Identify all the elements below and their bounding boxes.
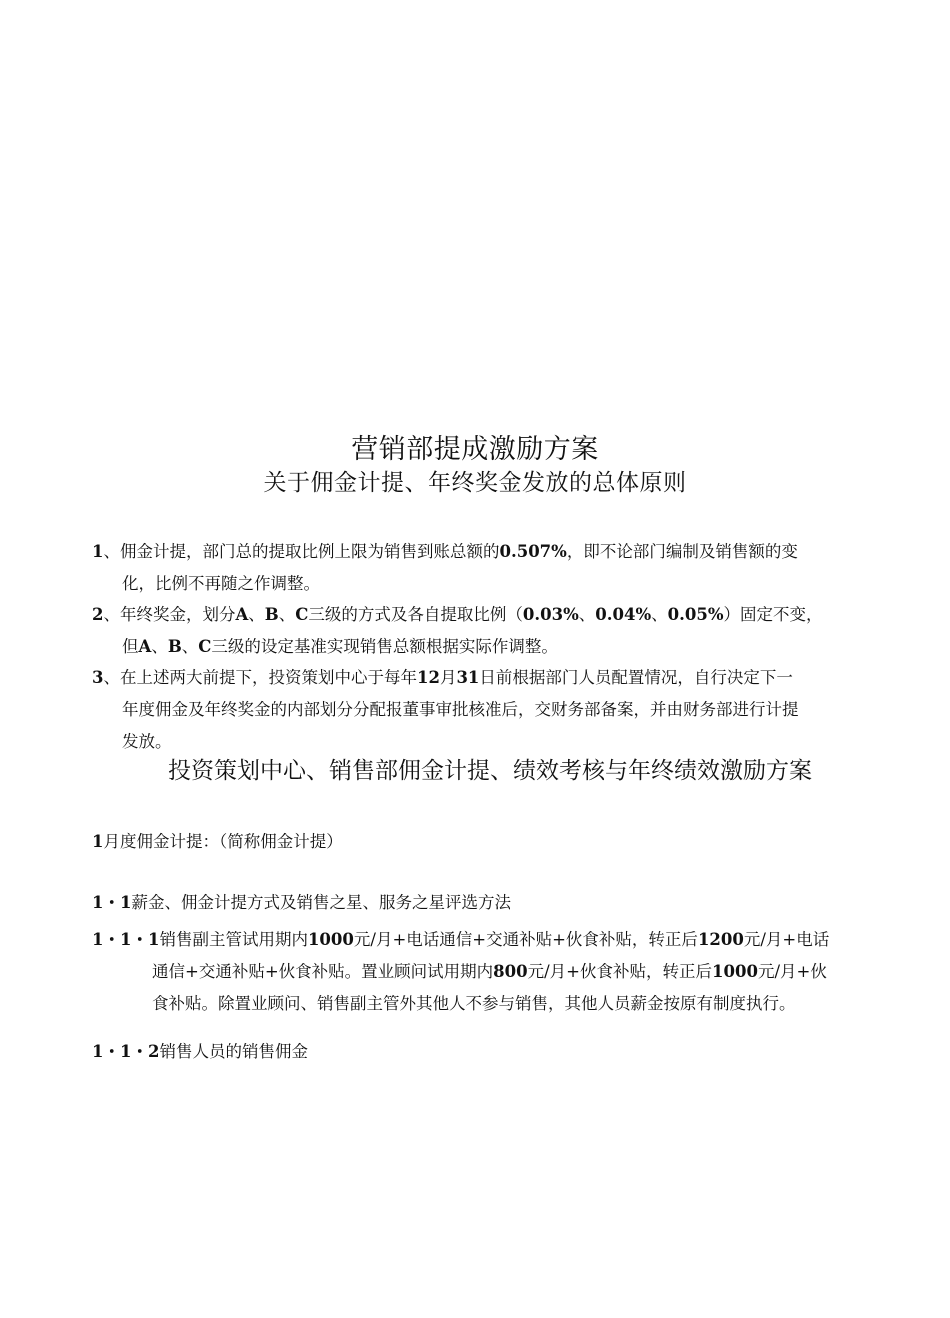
separator: 、 bbox=[278, 605, 296, 624]
item-number: 1 bbox=[92, 542, 104, 561]
principle-item-3 bbox=[92, 662, 892, 758]
item-text: 月 bbox=[439, 668, 457, 687]
rate-c: 0.05% bbox=[667, 605, 724, 624]
body-text: 元/月+电话 bbox=[743, 930, 830, 949]
item-text-continued: 化，比例不再随之作调整。 bbox=[122, 574, 320, 593]
item-text: 但 bbox=[122, 637, 139, 656]
principle-item-2 bbox=[92, 599, 892, 663]
item-text: 三级的设定基准实现销售总额根据实际作调整。 bbox=[211, 637, 558, 656]
heading-number: 1・1 bbox=[92, 893, 132, 912]
subsection-1-1-heading bbox=[92, 887, 892, 919]
separator: 、 bbox=[578, 605, 596, 624]
item-number: 2 bbox=[92, 605, 104, 624]
grade-c: C bbox=[198, 637, 212, 656]
separator: 、 bbox=[651, 605, 668, 624]
item-text: ，即不论部门编制及销售额的变 bbox=[566, 542, 798, 561]
body-text: 销售副主管试用期内 bbox=[159, 930, 308, 949]
body-text: 通信+交通补贴+伙食补贴。置业顾问试用期内 bbox=[152, 962, 494, 981]
item-text: 、在上述两大前提下，投资策划中心于每年 bbox=[103, 668, 417, 687]
rate-b: 0.04% bbox=[595, 605, 652, 624]
day-number: 31 bbox=[456, 668, 480, 687]
item-number: 3 bbox=[92, 668, 104, 687]
grade-a: A bbox=[235, 605, 249, 624]
amount: 1200 bbox=[697, 930, 744, 949]
body-text-continued: 食补贴。除置业顾问、销售副主管外其他人不参与销售，其他人员薪金按原有制度执行。 bbox=[152, 994, 796, 1013]
item-text: ）固定不变， bbox=[723, 605, 823, 624]
item-text: 日前根据部门人员配置情况，自行决定下一 bbox=[479, 668, 793, 687]
amount: 1000 bbox=[307, 930, 354, 949]
amount: 800 bbox=[493, 962, 528, 981]
grade-b: B bbox=[264, 605, 279, 624]
separator: 、 bbox=[151, 637, 168, 656]
heading-text: 月度佣金计提：（简称佣金计提） bbox=[103, 832, 343, 851]
item-text: 、佣金计提，部门总的提取比例上限为销售到账总额的 bbox=[103, 542, 500, 561]
month-number: 12 bbox=[416, 668, 440, 687]
item-text: 、年终奖金，划分 bbox=[103, 605, 236, 624]
amount: 1000 bbox=[712, 962, 758, 981]
separator: 、 bbox=[248, 605, 265, 624]
item-text: 三级的方式及各自提取比例（ bbox=[308, 605, 523, 624]
document-title: 营销部提成激励方案 bbox=[351, 434, 599, 465]
body-text: 元/月+伙食补贴，转正后 bbox=[527, 962, 712, 981]
item-text-continued: 发放。 bbox=[122, 732, 172, 751]
item-rate: 0.507% bbox=[499, 542, 567, 561]
principle-item-1 bbox=[92, 536, 892, 600]
heading-text: 销售人员的销售佣金 bbox=[159, 1042, 308, 1061]
heading-number: 1・1・1 bbox=[92, 930, 160, 949]
monthly-commission-heading bbox=[92, 826, 892, 858]
item-text-continued bbox=[92, 631, 892, 663]
item-text-continued: 年度佣金及年终奖金的内部划分分配报董事审批核准后，交财务部备案，并由财务部进行计提 bbox=[122, 700, 799, 719]
grade-c: C bbox=[295, 605, 309, 624]
separator: 、 bbox=[181, 637, 199, 656]
grade-b: B bbox=[167, 637, 182, 656]
grade-a: A bbox=[138, 637, 152, 656]
subsection-1-1-2-heading bbox=[92, 1036, 892, 1068]
heading-number: 1 bbox=[92, 832, 104, 851]
body-text-continued bbox=[92, 956, 892, 988]
section-title: 投资策划中心、销售部佣金计提、绩效考核与年终绩效激励方案 bbox=[168, 758, 812, 784]
document-subtitle: 关于佣金计提、年终奖金发放的总体原则 bbox=[263, 470, 687, 496]
rate-a: 0.03% bbox=[522, 605, 579, 624]
heading-number: 1・1・2 bbox=[92, 1042, 160, 1061]
subsection-1-1-1 bbox=[92, 924, 892, 1020]
body-text: 元/月+伙 bbox=[757, 962, 827, 981]
body-text: 元/月+电话通信+交通补贴+伙食补贴，转正后 bbox=[353, 930, 698, 949]
heading-text: 薪金、佣金计提方式及销售之星、服务之星评选方法 bbox=[131, 893, 511, 912]
